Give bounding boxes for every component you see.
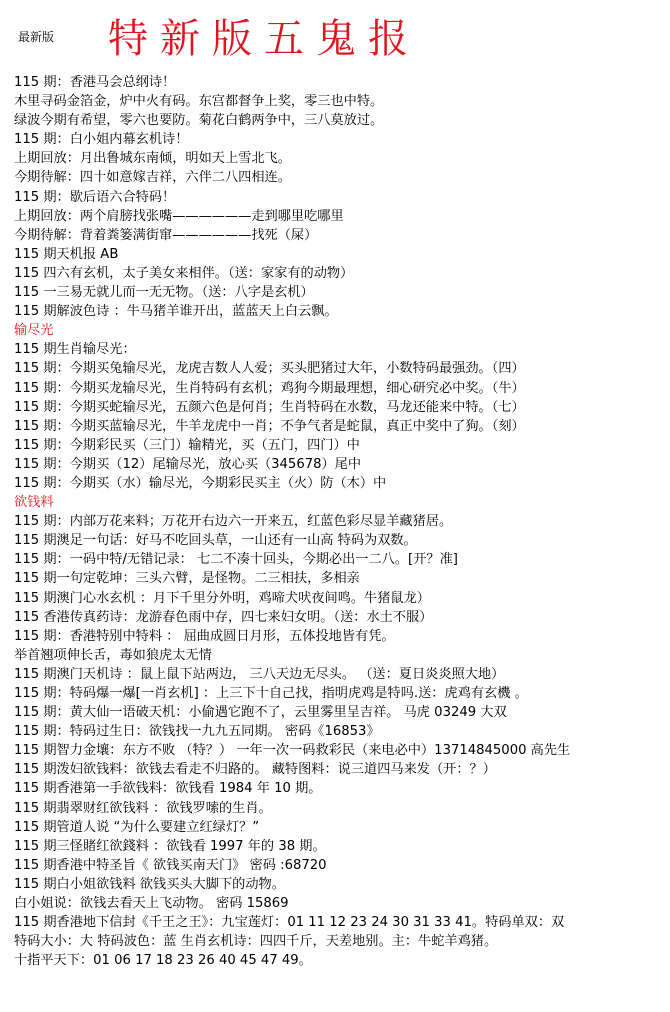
- text-line: 115 期一句定乾坤：三头六臂，是怪物。二三相扶，多相亲: [14, 571, 360, 587]
- text-line: 115 期生肖输尽光：: [14, 342, 136, 358]
- text-line: 115 期：特码过生日：欲钱找一九九五同期。 密码《16853》: [14, 724, 380, 740]
- text-line: 115 期：黄大仙一语破天机：小偷遇它跑不了，云里雾里呈吉祥。 马虎 03249 大双: [14, 705, 507, 721]
- text-line: 115 期智力金壤：东方不败 （特？） 一年一次一码救彩民（来电必中）13714845000 高先生: [14, 743, 571, 759]
- text-line: 115 期：白小姐内幕玄机诗！: [14, 132, 189, 148]
- text-line: 115 期香港地下信封《千王之王》：九宝莲灯：01 11 12 23 24 30 31 33 41。特码单双：双: [14, 915, 565, 931]
- text-line: 今期待解：四十如意嫁吉祥，六伴二八四相连。: [14, 170, 291, 186]
- section-heading: 欲钱料: [14, 495, 54, 511]
- text-line: 木里寻码金箔金，炉中火有码。东宫都督争上奖，零三也中特。: [14, 94, 384, 110]
- section-heading: 输尽光: [14, 323, 54, 339]
- text-line: 115 期管道人说 “为什么要建立红绿灯？”: [14, 819, 260, 835]
- text-line: 115 期：特码爆一爆[一肖玄机] ：上三下十自己找，指明虎鸡是特吗.送：虎鸡有玄機 。: [14, 686, 528, 701]
- edition-badge: 最新版: [18, 30, 55, 44]
- text-line: 上期回放：月出鲁城东南倾，明如天上雪北飞。: [14, 151, 291, 167]
- text-line: 特码大小：大 特码波色：蓝 生肖玄机诗：四四千斤，天差地别。主：牛蛇羊鸡猪。: [14, 934, 498, 950]
- text-line: 115 期澳门心水玄机 ：月下千里分外明，鸡啼犬吠夜间鸣。牛猪鼠龙）: [14, 590, 430, 606]
- text-line: 115 期：今期买（水）输尽光，今期彩民买主（火）防（木）中: [14, 475, 387, 491]
- text-line: 115 四六有玄机，太子美女来相伴。（送：家家有的动物）: [14, 265, 354, 281]
- text-line: 115 期：今期彩民买（三门）输精光，买（五门，四门）中: [14, 437, 360, 453]
- text-line: 115 期：今期买蛇输尽光，五颜六色是何肖；生肖特码在水数，马龙还能来中特。（七）: [14, 399, 525, 415]
- text-line: 115 期：今期买兔输尽光，龙虎吉数人人爱；买头肥猪过大年，小数特码最强劲。（四）: [14, 361, 525, 377]
- text-line: 今期待解：背着粪篓满街窜——————找死（屎）: [14, 227, 318, 243]
- text-line: 白小姐说：欲钱去看天上飞动物。 密码 15869: [14, 896, 289, 912]
- text-line: 115 期：一码中特/无错记录： 七二不凑十回头，今期必出一二八。[开？准]: [14, 552, 458, 568]
- text-line: 绿波今期有希望，零六也要防。菊花白鹤两争中，三八莫放过。: [14, 113, 384, 129]
- text-line: 115 期澳足一句话：好马不吃回头草，一山还有一山高 特码为双数。: [14, 533, 417, 549]
- text-line: 115 期解波色诗 ：牛马猪羊谁开出，蓝蓝天上白云飘。: [14, 304, 338, 320]
- text-line: 115 期：香港马会总纲诗！: [14, 75, 176, 90]
- text-line: 115 期白小姐欲钱料 欲钱买头大脚下的动物。: [14, 876, 285, 892]
- text-line: 115 期：今期买（12）尾输尽光，放心买（345678）尾中: [14, 456, 362, 472]
- page-title: 特新版五鬼报: [108, 16, 420, 62]
- text-line: 举首翘项伸长舌，毒如狼虎太无情: [14, 647, 212, 663]
- text-line: 115 期：歇后语六合特码！: [14, 189, 176, 205]
- text-line: 115 期泼妇欲钱料：欲钱去看走不归路的。 藏特图料：说三道四马来发（开：？）: [14, 762, 496, 778]
- text-line: 115 期香港中特圣旨《 欲钱买南天门》 密码 :68720: [14, 857, 327, 873]
- text-line: 115 期：内部万花来料；万花开右边六一开来五，红蓝色彩尽显羊藏猪居。: [14, 514, 453, 530]
- content-lines: [14, 73, 664, 970]
- text-line: 115 期天机报 AB: [14, 246, 119, 262]
- text-line: 115 香港传真药诗：龙游春色雨中存，四七来妇女明。（送：水土不服）: [14, 609, 433, 625]
- text-line: 115 期翡翠财红欲钱料 ：欲钱罗嗦的生肖。: [14, 800, 272, 816]
- text-line: 115 期：香港特别中特料 ： 屈曲成圆日月形，五体投地皆有凭。: [14, 628, 395, 644]
- text-line: 上期回放：两个肩膀找张嘴——————走到哪里吃哪里: [14, 208, 344, 224]
- text-line: 115 期三怪賭红欲錢料 ：欲钱看 1997 年的 38 期。: [14, 838, 326, 854]
- text-line: 115 期香港第一手欲钱料：欲钱看 1984 年 10 期。: [14, 781, 322, 797]
- text-line: 115 一三易无就儿而一无无物。（送：八字是玄机）: [14, 285, 314, 301]
- text-line: 115 期：今期买龙输尽光，生肖特码有玄机；鸡狗今期最理想，细心研究必中奖。（牛）: [14, 380, 525, 396]
- text-line: 115 期澳门天机诗 ：鼠上鼠下站两边， 三八天边无尽头。 （送：夏日炎炎照大地）: [14, 666, 505, 682]
- text-line: 十指平天下：01 06 17 18 23 26 40 45 47 49。: [14, 953, 312, 969]
- text-line: 115 期：今期买蓝输尽光，牛羊龙虎中一肖；不争气者是蛇鼠，真正中奖中了狗。（刻）: [14, 418, 525, 434]
